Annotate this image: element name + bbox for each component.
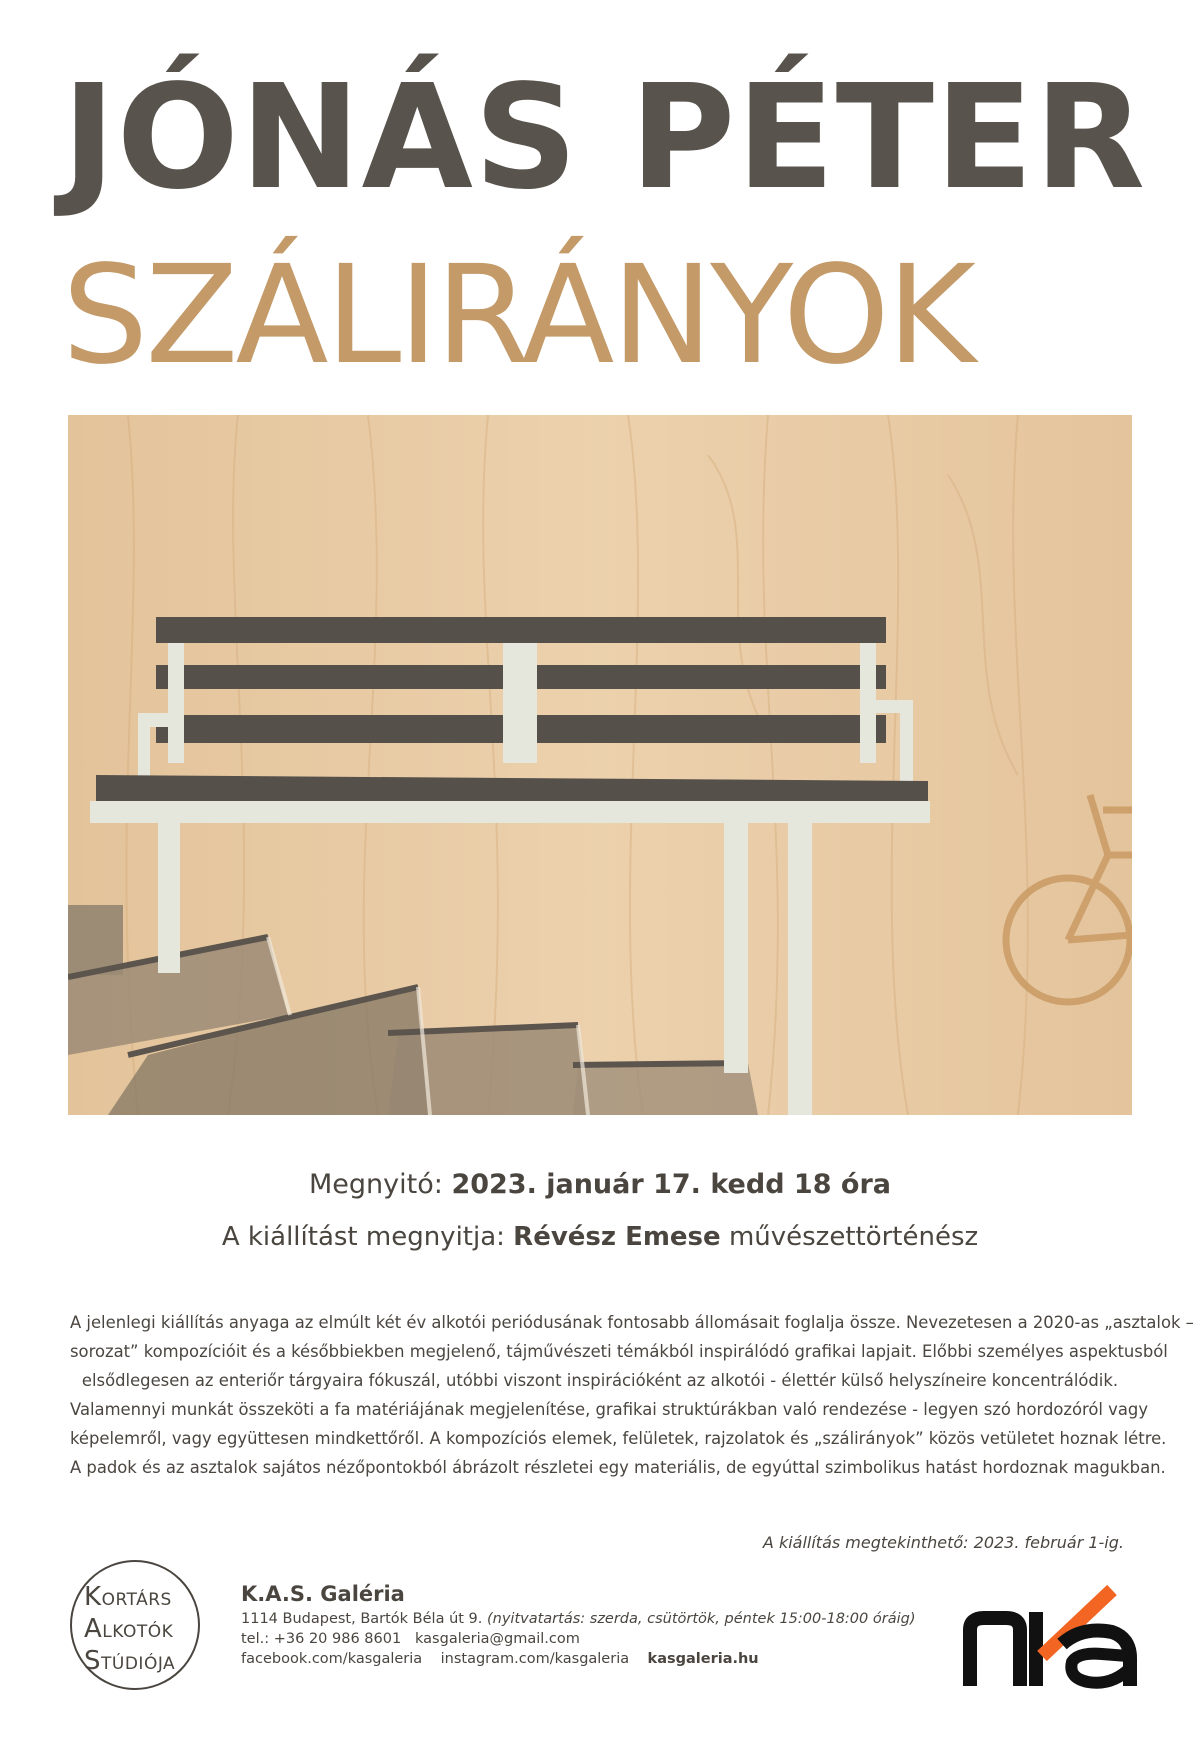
instagram-link[interactable]: instagram.com/kasgaleria [440,1651,630,1667]
email-link[interactable]: kasgaleria@gmail.com [415,1631,580,1647]
opener-label: A kiállítást megnyitja: [221,1222,505,1252]
nka-logo [962,1582,1138,1690]
website-link[interactable]: kasgaleria.hu [647,1651,759,1667]
opening-hours: (nyitvatartás: szerda, csütörtök, péntek 15:00-18:00 óráig) [487,1611,916,1627]
address: 1114 Budapest, Bartók Béla út 9. [241,1611,483,1627]
description-line: A jelenlegi kiállítás anyaga az elmúlt két év alkotói periódusának fontosabb állomásait foglalja össze. Nevezetesen a 2020-as „asztalok – [70,1313,1194,1332]
opening-date: 2023. január 17. kedd 18 óra [451,1169,891,1200]
kas-logo-line: ORTÁRS [101,1590,172,1610]
social-line [241,1651,759,1667]
closing-date: A kiállítás megtekinthető: 2023. február 1-ig. [762,1533,1124,1552]
description-line: képelemről, vagy együttesen mindkettőről. A kompozíciós elemek, felületek, rajzolatok és „szálirányok” közös vetületet hoznak létre. [70,1429,1167,1448]
opening-info [0,1167,1200,1203]
opener-info [0,1219,1200,1255]
opener-name: Révész Emese [513,1222,721,1252]
kas-logo-line: LKOTÓK [102,1622,174,1642]
exhibition-title: SZÁLIRÁNYOK [62,237,974,395]
kas-logo-initial: K [84,1582,102,1612]
kas-logo-initial: A [84,1614,103,1644]
description-line: sorozat” kompozícióit és a későbbiekben megjelenő, tájművészeti témákból inspirálódó grafikai lapjait. Előbbi személyes aspektusból [70,1342,1168,1361]
description-line: elsődlegesen az enteriőr tárgyaira fókuszál, utóbbi viszont inspirációként az alkotói - élettér külső helyszíneire koncentrálódik. [81,1371,1119,1390]
kas-logo-line: TÚDIÓJA [101,1654,176,1674]
opener-role: művészettörténész [728,1222,979,1252]
artwork-image [68,415,1132,1115]
description-line: Valamennyi munkát összeköti a fa matériájának megjelenítése, grafikai struktúrákban való rendezése - legyen szó hordozóról vagy [70,1400,1149,1419]
description-line: A padok és az asztalok sajátos nézőpontokból ábrázolt részletei egy materiális, de egyúttal szimbolikus hatást hordoznak magukban. [70,1458,1166,1477]
gallery-name: K.A.S. Galéria [241,1582,405,1606]
contact-line [241,1631,580,1647]
facebook-link[interactable]: facebook.com/kasgaleria [241,1651,423,1667]
address-line [241,1611,915,1627]
exhibition-description [70,1308,1194,1482]
opening-label: Megnyitó: [309,1169,443,1200]
kas-logo-initial: S [84,1646,102,1676]
phone: tel.: +36 20 986 8601 [241,1631,402,1647]
kas-logo [70,1560,200,1690]
artist-name: JÓNÁS PÉTER [62,53,1147,221]
